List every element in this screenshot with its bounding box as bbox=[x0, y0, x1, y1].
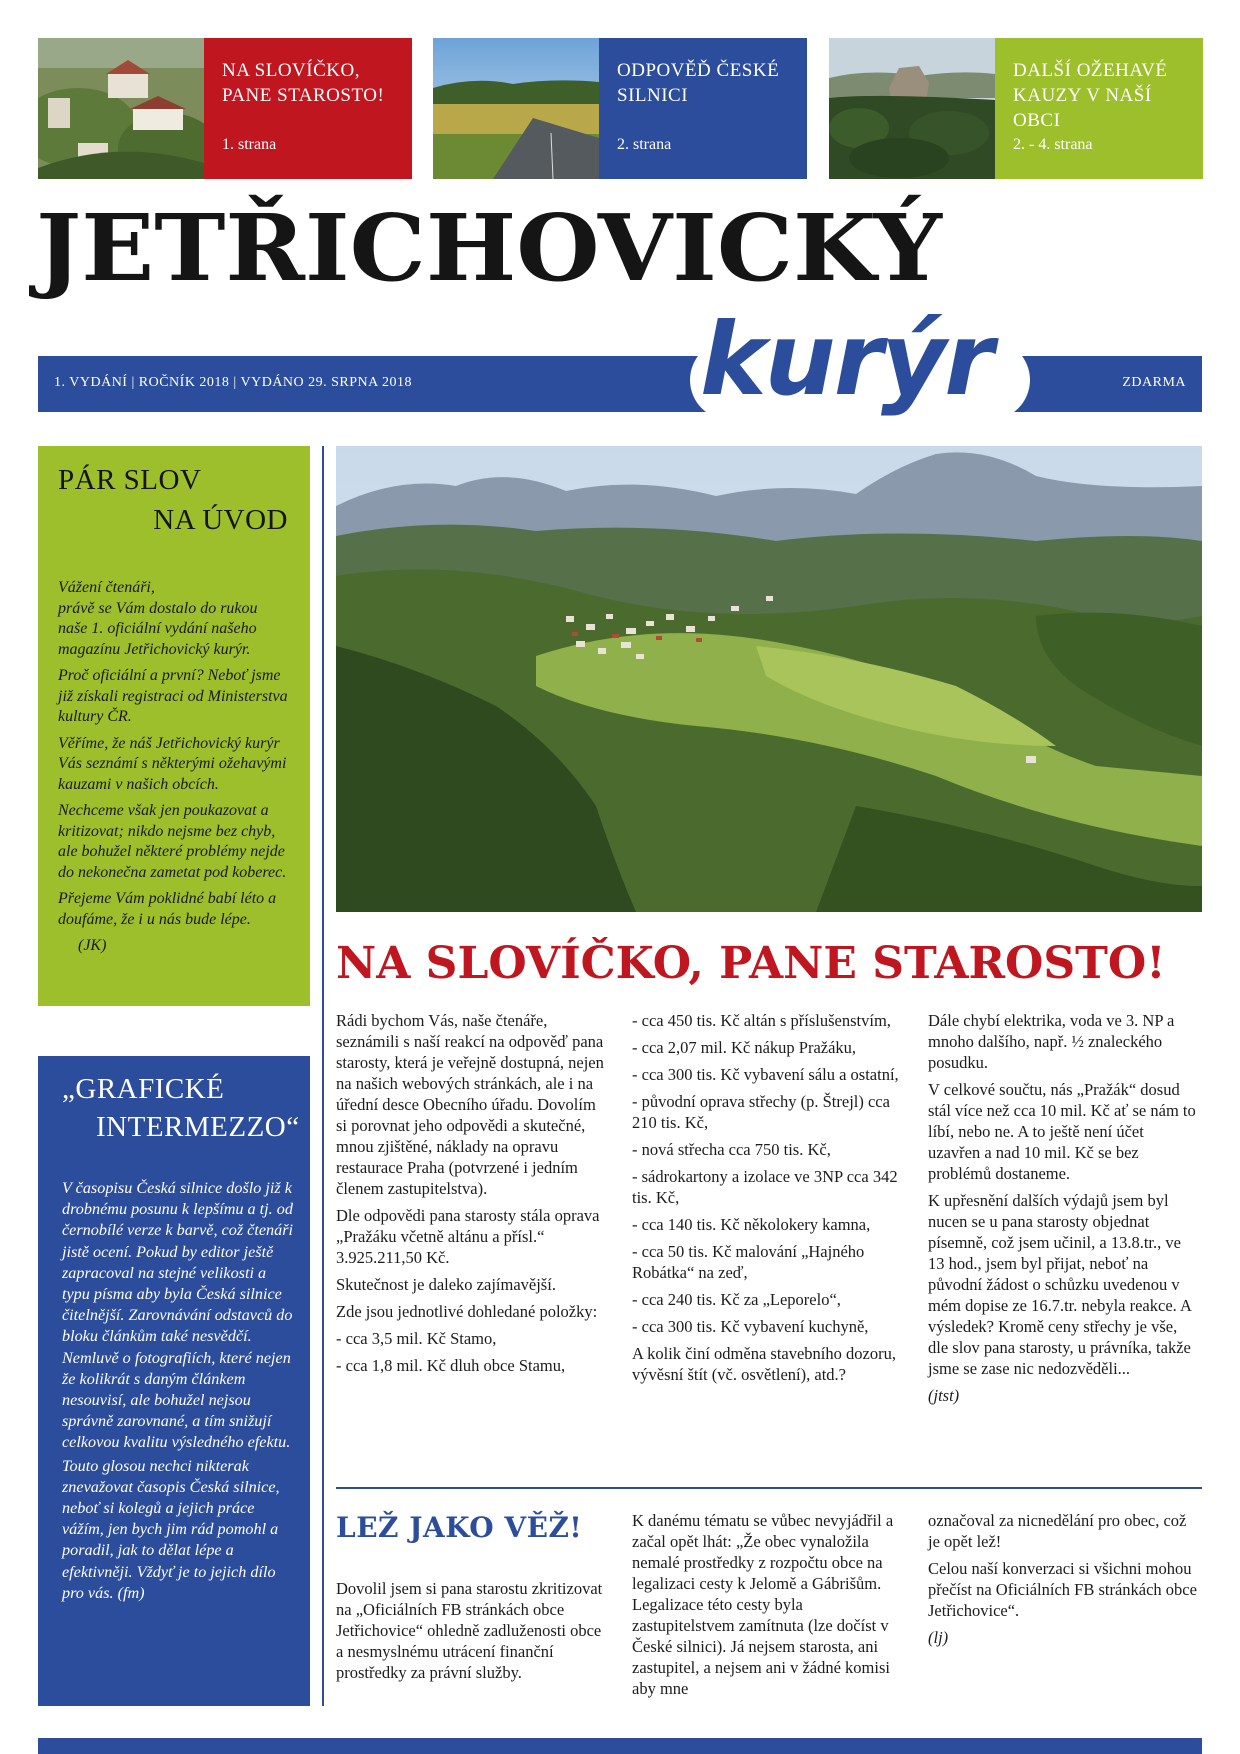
teaser-page: 1. strana bbox=[222, 136, 277, 153]
main-photo-landscape bbox=[336, 446, 1202, 912]
column-divider bbox=[322, 446, 324, 1706]
article-paragraph: Rádi bychom Vás, naše čtenáře, seznámili s naší reakcí na odpověď pana starosty, která je veřejně dostupná, nejen na našich webových stránkách, ale i na úřední desce Obecního úřadu. Dovolím si porovnat jeho odpovědi a skutečné, mnou zjištěné, náklady na opravu restaurace Praha (potvrzené i jedním členem zastupitelstva). bbox=[336, 1011, 604, 1198]
article-paragraph: A kolik činí odměna stavebního dozoru, vývěsní štít (vč. osvětlení), atd.? bbox=[632, 1344, 896, 1384]
intro-heading bbox=[58, 460, 288, 540]
teaser-box bbox=[204, 38, 412, 179]
article-list-item: - cca 3,5 mil. Kč Stamo, bbox=[336, 1329, 497, 1348]
article-signature: (jtst) bbox=[928, 1386, 960, 1405]
article-list-item: - cca 1,8 mil. Kč dluh obce Stamu, bbox=[336, 1356, 566, 1375]
article-paragraph: Celou naší konverzaci si všichni mohou přečíst na Oficiálních FB stránkách obce Jetřichovice“. bbox=[928, 1559, 1197, 1620]
teaser-box bbox=[599, 38, 807, 179]
main-article-column-1 bbox=[336, 1010, 608, 1382]
intro-paragraph: Věříme, že náš Jetřichovický kurýr Vás seznámí s některými ožehavými kauzami v našich obcích. bbox=[58, 734, 287, 793]
teaser-page: 2. strana bbox=[617, 136, 672, 153]
section-divider bbox=[336, 1487, 1202, 1489]
article-list-item: - cca 50 tis. Kč malování „Hajného Robátka“ na zeď, bbox=[632, 1242, 865, 1282]
article-paragraph: označoval za nicnedělání pro obec, což je opět lež! bbox=[928, 1511, 1187, 1551]
article-paragraph: Dovolil jsem si pana starostu zkritizovat na „Oficiálních FB stránkách obce Jetřichovice“ ohledně zadluženosti obce a nesmyslnému utrácení finanční prostředky za právní služby. bbox=[336, 1579, 603, 1682]
masthead-title: JETŘICHOVICKÝ bbox=[36, 194, 942, 302]
main-headline: NA SLOVÍČKO, PANE STAROSTO! bbox=[336, 938, 1166, 989]
teaser-row bbox=[38, 38, 1202, 179]
article-paragraph: Skutečnost je daleko zajímavější. bbox=[336, 1275, 556, 1294]
footer-bar bbox=[38, 1738, 1202, 1754]
intro-paragraph: Nechceme však jen poukazovat a kritizovat; nikdo nejsme bez chyb, ale bohužel některé problémy nejde do nekonečna zametat pod koberec. bbox=[58, 802, 287, 881]
teaser-title: DALŠÍ OŽEHAVÉ KAUZY V NAŠÍ OBCI bbox=[1013, 60, 1168, 131]
graphic-text bbox=[62, 1178, 296, 1604]
article-paragraph: V celkové součtu, nás „Pražák“ dosud stál více než cca 10 mil. Kč ať se nám to líbí, nebo ne. A to ještě není účet uzavřen a nad 10 mil. Kč se bez problémů dostaneme. bbox=[928, 1080, 1196, 1183]
teaser-2[interactable] bbox=[433, 38, 807, 179]
price-label: ZDARMA bbox=[1122, 375, 1186, 390]
intro-heading-line-2: NA ÚVOD bbox=[153, 504, 288, 536]
article-paragraph: Dle odpovědi pana starosty stála oprava „Pražáku včetně altánu a přísl.“ 3.925.211,50 Kč. bbox=[336, 1206, 600, 1267]
intro-signature: (JK) bbox=[78, 937, 107, 954]
article-paragraph: K danému tématu se vůbec nevyjádřil a začal opět lhát: „Že obec vynaložila nemalé prostředky z rozpočtu obce na legalizaci cesty k Jelomě a Gábrišům. Legalizace této cesty byla zastupitelstvem zamítnuta (lze dočíst v České silnici). Já nejsem starosta, ani zastupitel, a nejsem ani v žádné komisi aby mne bbox=[632, 1511, 894, 1698]
main-article-column-3 bbox=[928, 1010, 1200, 1412]
article-list-item: - původní oprava střechy (p. Štrejl) cca 210 tis. Kč, bbox=[632, 1092, 890, 1132]
intro-paragraph: Přejeme Vám poklidné babí léto a doufáme, že i u nás bude lépe. bbox=[58, 890, 277, 928]
intro-paragraph: Proč oficiální a první? Neboť jsme již získali registraci od Ministerstva kultury ČR. bbox=[58, 667, 288, 725]
article-signature: (lj) bbox=[928, 1628, 949, 1647]
masthead bbox=[36, 196, 1204, 300]
second-headline: LEŽ JAKO VĚŽ! bbox=[336, 1511, 583, 1544]
graphic-heading bbox=[62, 1070, 300, 1146]
issue-line: 1. VYDÁNÍ | ROČNÍK 2018 | VYDÁNO 29. SRPNA 2018 bbox=[54, 375, 413, 390]
teaser-photo-rock-forest bbox=[829, 38, 995, 179]
teaser-title: NA SLOVÍČKO, PANE STAROSTO! bbox=[222, 60, 385, 106]
article-list-item: - cca 300 tis. Kč vybavení sálu a ostatní, bbox=[632, 1065, 899, 1084]
graphic-heading-line-2: INTERMEZZO“ bbox=[96, 1111, 300, 1143]
second-article-column-1 bbox=[336, 1578, 608, 1689]
intro-text bbox=[58, 578, 288, 957]
teaser-page: 2. - 4. strana bbox=[1013, 136, 1093, 153]
second-article-column-2 bbox=[632, 1510, 908, 1705]
graphic-heading-line-1: „GRAFICKÉ bbox=[62, 1073, 225, 1105]
teaser-box bbox=[995, 38, 1203, 179]
intro-heading-line-1: PÁR SLOV bbox=[58, 464, 202, 496]
article-list-item: - cca 240 tis. Kč za „Leporelo“, bbox=[632, 1290, 841, 1309]
intro-paragraph: Vážení čtenáři, bbox=[58, 579, 155, 596]
teaser-photo-town-aerial bbox=[38, 38, 204, 179]
masthead-script: kurýr bbox=[700, 301, 992, 418]
teaser-title: ODPOVĚĎ ČESKÉ SILNICI bbox=[617, 60, 780, 106]
article-list-item: - cca 2,07 mil. Kč nákup Pražáku, bbox=[632, 1038, 857, 1057]
graphic-paragraph: Touto glosou nechci nikterak znevažovat časopis Česká silnice, neboť si kolegů a jejich práce vážím, jen bych jim rád pomohl a poradil, jak to dělat lépe a efektivněji. Vždyť je to jejich dílo pro vás. (fm) bbox=[62, 1456, 280, 1602]
article-paragraph: Zde jsou jednotlivé dohledané položky: bbox=[336, 1302, 598, 1321]
intro-box bbox=[38, 446, 310, 1006]
graphic-paragraph: V časopisu Česká silnice došlo již k drobnému posunu k lepšímu a tj. od černobílé verze k barvě, což čtenáři jistě ocení. Pokud by editor ještě zapracoval na stejné velikosti a typu písma aby byla Česká silnice čitelnější. Zarovnávání odstavců do bloku článkům také nesvědčí. Nemluvě o fotografiích, které nejen že kolikrát s daným článkem nesouvisí, ale bohužel nejsou správně zarovnané, a tím snižují celkovou kvalitu výsledného efektu. bbox=[62, 1179, 294, 1452]
teaser-photo-country-road bbox=[433, 38, 599, 179]
article-list-item: - cca 140 tis. Kč několokery kamna, bbox=[632, 1215, 871, 1234]
teaser-3[interactable] bbox=[829, 38, 1203, 179]
article-paragraph: Dále chybí elektrika, voda ve 3. NP a mnoho dalšího, např. ½ znaleckého posudku. bbox=[928, 1011, 1175, 1072]
teaser-1[interactable] bbox=[38, 38, 412, 179]
second-article-column-3 bbox=[928, 1510, 1200, 1654]
article-paragraph: K upřesnění dalších výdajů jsem byl nucen se u pana starosty objednat písemně, což jsem učinil, a 13.8.tr., ve 13 hod., jsem byl přijat, neboť na původní žádost o schůzku uvedenou v mém dopise ze 16.7.tr. nebyla reakce. A výsledek? Kromě ceny střechy je vše, dle slov pana starosty, u právníka, takže jsme se zase nic nedozvěděli... bbox=[928, 1191, 1192, 1378]
intro-paragraph: právě se Vám dostalo do rukou naše 1. oficiální vydání našeho magazínu Jetřichovický kurýr. bbox=[58, 599, 258, 658]
article-list-item: - sádrokartony a izolace ve 3NP cca 342 tis. Kč, bbox=[632, 1167, 898, 1207]
graphic-box bbox=[38, 1056, 310, 1706]
article-list-item: - cca 300 tis. Kč vybavení kuchyně, bbox=[632, 1317, 869, 1336]
article-list-item: - nová střecha cca 750 tis. Kč, bbox=[632, 1140, 831, 1159]
article-list-item: - cca 450 tis. Kč altán s příslušenstvím, bbox=[632, 1011, 891, 1030]
main-article-column-2 bbox=[632, 1010, 908, 1391]
